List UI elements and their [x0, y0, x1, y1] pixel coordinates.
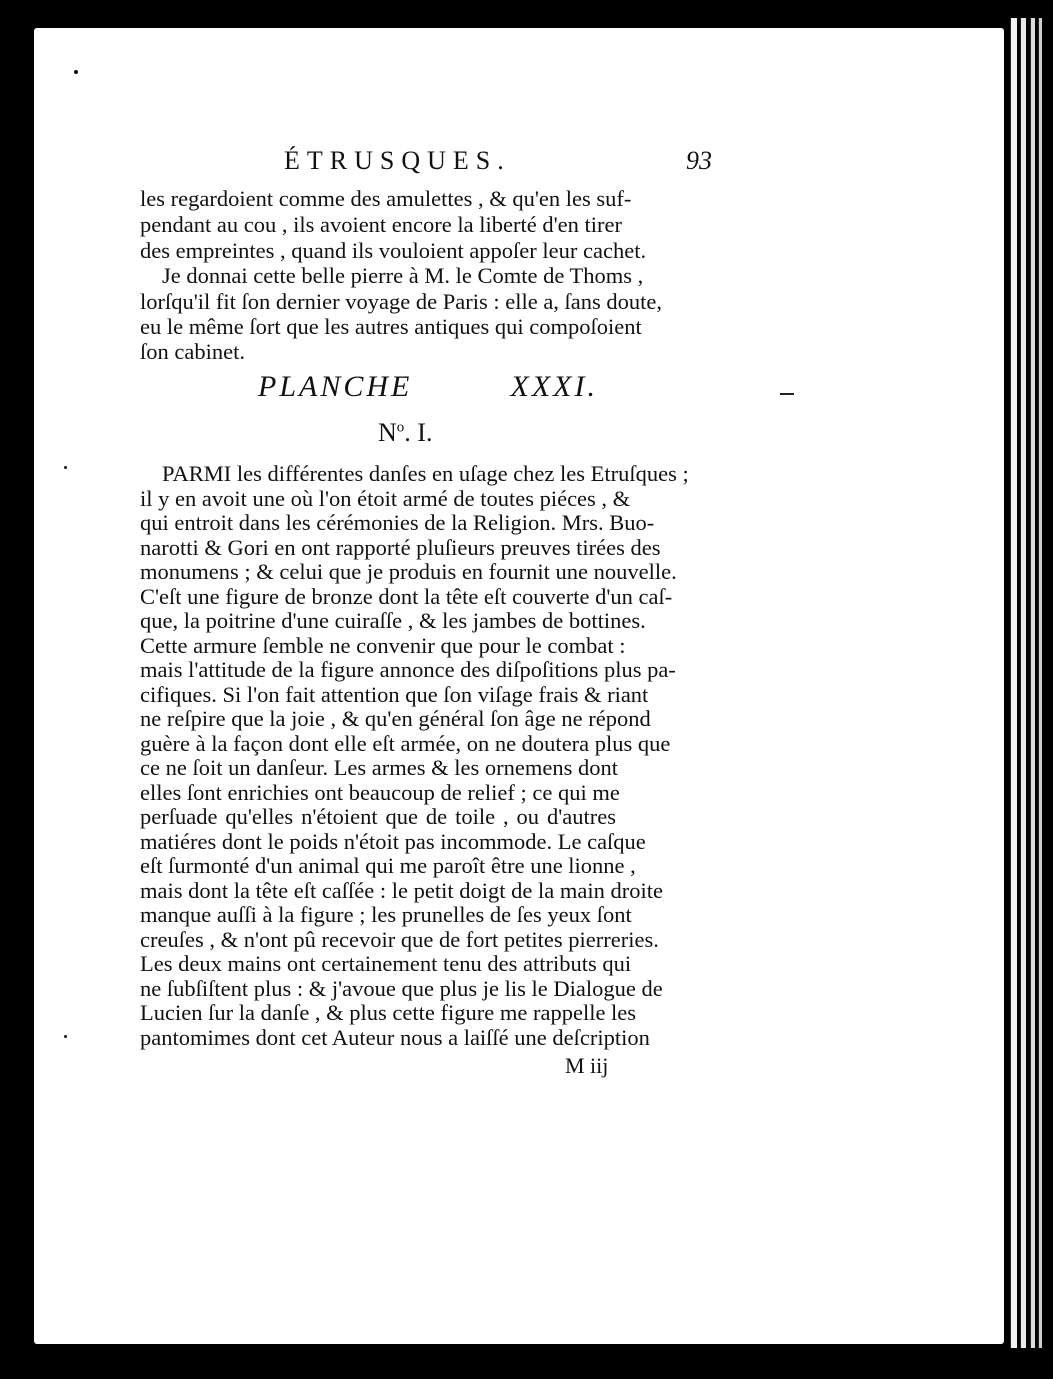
page-edge [1038, 18, 1042, 1348]
text-line: monumens ; & celui que je produis en fournit une nouvelle. [140, 559, 677, 584]
ink-speck [64, 1035, 67, 1038]
text-line: ne ſubſiſtent plus : & j'avoue que plus je lis le Dialogue de [140, 976, 663, 1001]
page-number: 93 [686, 146, 712, 175]
text-line: perſuade qu'elles n'étoient que de toile , ou d'autres [140, 804, 616, 829]
text-line: pantomimes dont cet Auteur nous a laiſſé une deſcription [140, 1025, 650, 1050]
text-line: qui entroit dans les cérémonies de la Religion. Mrs. Buo- [140, 510, 655, 535]
text-line: Lucien ſur la danſe , & plus cette figure me rappelle les [140, 1000, 637, 1025]
text-line: ſon cabinet. [140, 339, 245, 364]
text-line: Je donnai cette belle pierre à M. le Comte de Thoms , [162, 263, 644, 288]
signature-mark: M iij [565, 1053, 609, 1078]
plate-number [378, 418, 432, 448]
text-line: il y en avoit une où l'on étoit armé de toutes piéces , & [140, 486, 631, 511]
text-line: lorſqu'il fit ſon dernier voyage de Paris : elle a, ſans doute, [140, 289, 663, 314]
ink-speck [64, 466, 67, 469]
text-line: C'eſt une figure de bronze dont la tête eſt couverte d'un caſ- [140, 584, 673, 609]
text-line: PARMI les différentes danſes en uſage chez les Etruſques ; [162, 461, 689, 486]
text-line: des empreintes , quand ils vouloient appoſer leur cachet. [140, 238, 647, 263]
plate-number-prefix: N [378, 418, 397, 447]
text-line: mais dont la tête eſt caſſée : le petit doigt de la main droite [140, 878, 663, 903]
text-line: narotti & Gori en ont rapporté pluſieurs preuves tirées des [140, 535, 661, 560]
text-line: Cette armure ſemble ne convenir que pour le combat : [140, 633, 626, 658]
margin-mark [780, 393, 794, 395]
page-edge [1010, 18, 1017, 1348]
ink-speck [74, 70, 78, 74]
text-line: elles ſont enrichies ont beaucoup de relief ; ce qui me [140, 780, 620, 805]
text-line: les regardoient comme des amulettes , & qu'en les suf- [140, 186, 632, 211]
text-line: manque auſſi à la figure ; les prunelles de ſes yeux ſont [140, 902, 632, 927]
text-line: guère à la façon dont elle eſt armée, on ne doutera plus que [140, 731, 671, 756]
text-line: ce ne ſoit un danſeur. Les armes & les ornemens dont [140, 755, 618, 780]
text-line: que, la poitrine d'une cuiraſſe , & les jambes de bottines. [140, 608, 646, 633]
text-line: Les deux mains ont certainement tenu des attributs qui [140, 951, 632, 976]
plate-number-sup: o [396, 419, 405, 436]
text-line: matiéres dont le poids n'étoit pas incommode. Le caſque [140, 829, 646, 854]
text-line: pendant au cou , ils avoient encore la liberté d'en tirer [140, 212, 622, 237]
text-line: mais l'attitude de la figure annonce des diſpoſitions plus pa- [140, 657, 676, 682]
text-line: eſt ſurmonté d'un animal qui me paroît être une lionne , [140, 853, 636, 878]
plate-number-value: . I. [404, 418, 433, 447]
running-title: ÉTRUSQUES. [284, 146, 511, 175]
text-line: eu le même ſort que les autres antiques qui compoſoient [140, 314, 642, 339]
page-edge [1030, 18, 1035, 1348]
plate-heading: PLANCHE XXXI. [258, 370, 598, 403]
text-line: creuſes , & n'ont pû recevoir que de fort petites pierreries. [140, 927, 659, 952]
page-edge [1020, 18, 1026, 1348]
text-line: cifiques. Si l'on fait attention que ſon viſage frais & riant [140, 682, 649, 707]
text-line: ne reſpire que la joie , & qu'en général ſon âge ne répond [140, 706, 651, 731]
